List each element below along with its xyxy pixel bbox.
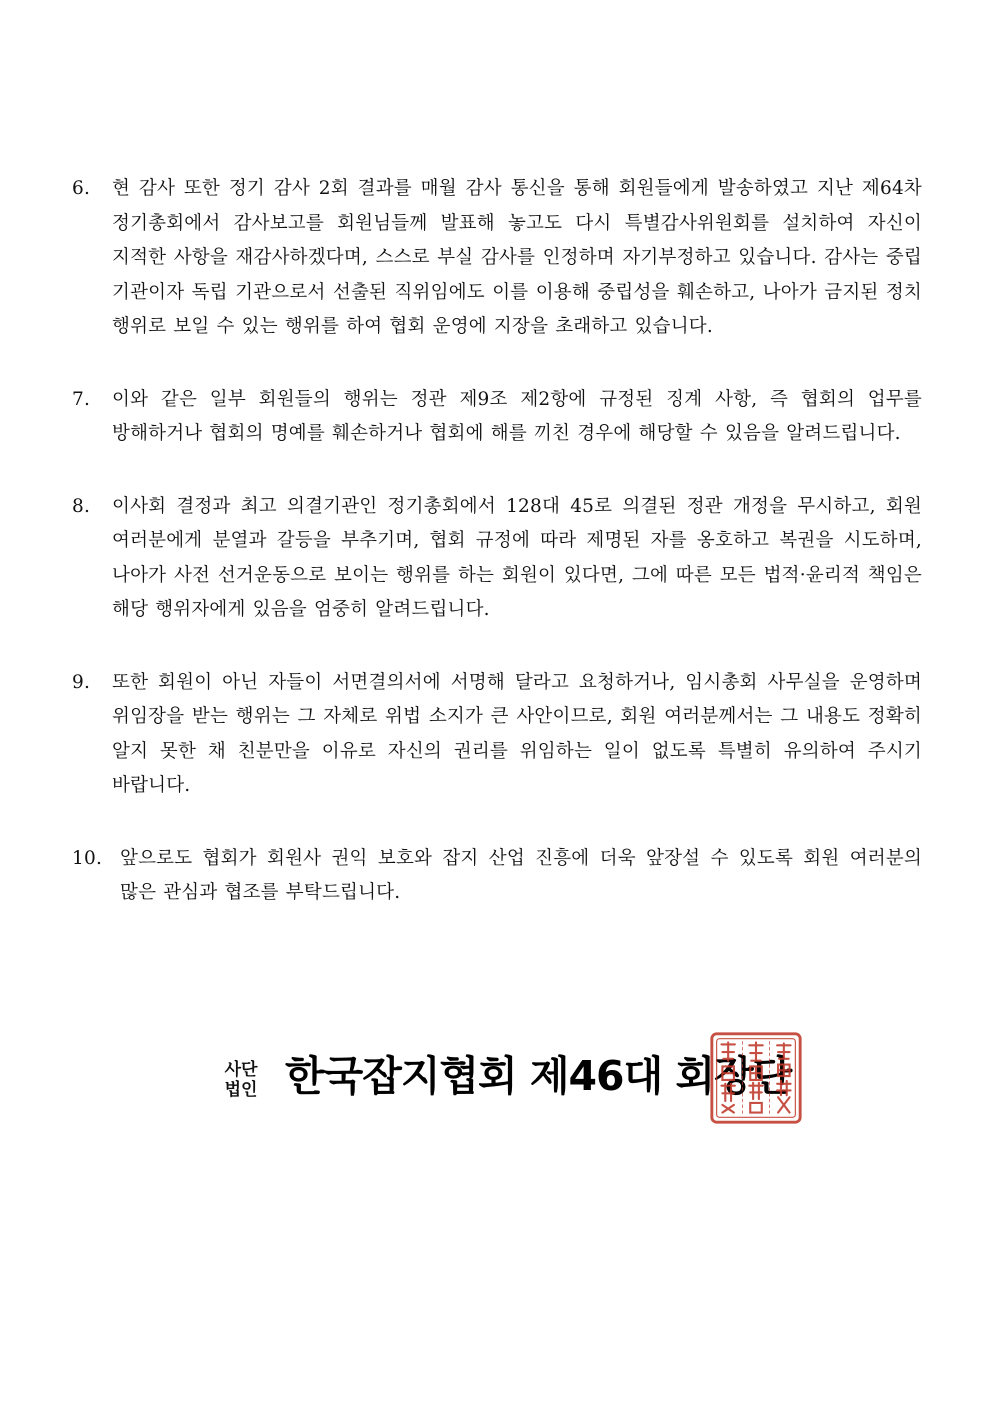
item-text: 또한 회원이 아닌 자들이 서면결의서에 서명해 달라고 요청하거나, 임시총회 사무실을 운영하며 위임장을 받는 행위는 그 자체로 위법 소지가 큰 사안이므로, 회원 여러분께서는 그 내용도 정확히 알지 못한 채 친분만을 이유로 자신의 권리를 위임하는 일이 없도록 특별히 유의하여 주시기 바랍니다. <box>112 671 922 796</box>
list-item <box>72 172 922 345</box>
org-name: 한국잡지협회 제46대 회장단 <box>285 1052 792 1100</box>
org-type-line: 사단 <box>224 1060 258 1080</box>
item-text: 앞으로도 협회가 회원사 권익 보호와 잡지 산업 진흥에 더욱 앞장설 수 있도록 회원 여러분의 많은 관심과 협조를 부탁드립니다. <box>120 847 922 903</box>
official-seal-icon <box>708 1030 804 1126</box>
list-item <box>72 842 922 911</box>
signature-block <box>215 1048 825 1128</box>
item-text: 이사회 결정과 최고 의결기관인 정기총회에서 128대 45로 의결된 정관 개정을 무시하고, 회원 여러분에게 분열과 갈등을 부추기며, 협회 규정에 따라 제명된 자를 옹호하고 복권을 시도하며, 나아가 사전 선거운동으로 보이는 행위를 하는 회원이 있다면, 그에 따른 모든 법적·윤리적 책임은 해당 행위자에게 있음을 엄중히 알려드립니다. <box>112 495 922 620</box>
item-number: 8. <box>72 495 91 517</box>
item-number: 7. <box>72 388 91 410</box>
item-text: 현 감사 또한 정기 감사 2회 결과를 매월 감사 통신을 통해 회원들에게 발송하였고 지난 제64차 정기총회에서 감사보고를 회원님들께 발표해 놓고도 다시 특별감사위원회를 설치하여 자신이 지적한 사항을 재감사하겠다며, 스스로 부실 감사를 인정하며 자기부정하고 있습니다. 감사는 중립 기관이자 독립 기관으로서 선출된 직위임에도 이를 이용해 중립성을 훼손하고, 나아가 금지된 정치 행위로 보일 수 있는 행위를 하여 협회 운영에 지장을 초래하고 있습니다. <box>112 178 922 337</box>
org-type-line: 법인 <box>224 1080 258 1100</box>
item-number: 6. <box>72 178 91 199</box>
list-item <box>72 666 922 804</box>
list-item <box>72 490 922 628</box>
list-item <box>72 383 922 452</box>
item-number: 9. <box>72 671 91 693</box>
item-text: 이와 같은 일부 회원들의 행위는 정관 제9조 제2항에 규정된 징계 사항, 즉 협회의 업무를 방해하거나 협회의 명예를 훼손하거나 협회에 해를 끼친 경우에 해당할 수 있음을 알려드립니다. <box>112 388 922 444</box>
notice-items <box>72 172 922 949</box>
item-number: 10. <box>72 847 103 869</box>
org-type-label <box>215 1060 267 1100</box>
